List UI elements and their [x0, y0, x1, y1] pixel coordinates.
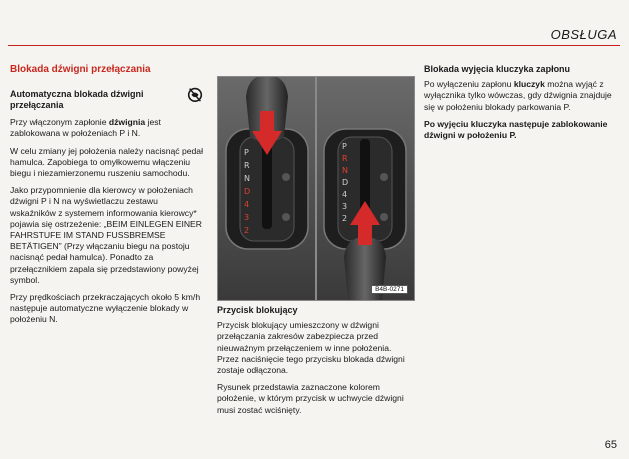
paragraph-6: Rysunek przedstawia zaznaczone kolorem położenie, w którym przycisk w uchwycie dźwigni musi zostać wciśnięty. [217, 382, 404, 415]
paragraph-7: Po wyłączeniu zapłonu kluczyk można wyjąć z wyłącznika tylko wówczas, gdy dźwignia znajduje się w położeniu blokady parkowania P. [424, 79, 612, 112]
position-label: P [244, 148, 249, 157]
paragraph-5: Przycisk blokujący umieszczony w dźwigni przełączania zakresów zabezpiecza przed nieuważnym przełączeniem w inne położenia. Przez naciśnięcie tego przycisku blokada dźwigni zostaje odłączona. [217, 320, 405, 376]
position-label: N [342, 166, 348, 175]
paragraph-3: Jako przypomnienie dla kierowcy w położeniach dźwigni P i N na wyświetlaczu zestawu wskaźników z systemem informowania kierowcy* pojawia się ostrzeżenie: „BEIM EINLEGEN EINER FAHRSTUFE IM STAND FUSSBREMSE BETÄTIGEN” (Przy włączaniu biegu na postoju nacisnąć pedał hamulca). Ponadto za przełącznikiem zapala się przedstawiony powyżej symbol. [10, 185, 202, 285]
position-label: N [244, 174, 250, 183]
position-label: P [342, 142, 347, 151]
right-column [424, 64, 619, 147]
position-label: 2 [342, 214, 348, 223]
middle-column [217, 305, 414, 422]
page-number: 65 [604, 439, 617, 451]
position-label: R [342, 154, 348, 163]
paragraph-2: W celu zmiany jej położenia należy nacisnąć pedał hamulca. Zapobiega to omyłkowemu włączeniu biegu i niezamierzonemu ruszeniu samochodu. [10, 145, 203, 179]
figure-code: B4B-0271 [371, 285, 408, 294]
section-title: OBSŁUGA [550, 27, 617, 42]
paragraph-8: Po wyjęciu kluczyka następuje zablokowanie dźwigni w położeniu P. [424, 118, 608, 141]
position-label: 3 [244, 213, 250, 222]
position-label: 4 [342, 190, 348, 199]
left-column [10, 64, 206, 332]
position-label: 3 [342, 202, 348, 211]
position-label: 2 [244, 226, 250, 235]
lock-button-heading: Przycisk blokujący [217, 305, 298, 315]
position-label: R [244, 161, 250, 170]
position-label: 4 [244, 200, 250, 209]
paragraph-1: Przy włączonym zapłonie dźwignia jest zablokowana w położeniach P i N. [10, 117, 161, 139]
position-label: D [244, 187, 251, 196]
subheading: Automatyczna blokada dźwigni przełączania [10, 89, 144, 111]
paragraph-4: Przy prędkościach przekraczających około 5 km/h następuje automatyczne wyłączenie blokady w położeniu N. [10, 292, 201, 325]
header-rule [8, 45, 620, 46]
section-heading: Blokada dźwigni przełączania [10, 64, 151, 75]
gear-selector-illustration [218, 77, 414, 300]
position-label: D [342, 178, 349, 187]
lock-icon [186, 85, 204, 103]
gear-selector-figure [217, 76, 415, 301]
key-lock-heading: Blokada wyjęcia kluczyka zapłonu [424, 64, 571, 74]
